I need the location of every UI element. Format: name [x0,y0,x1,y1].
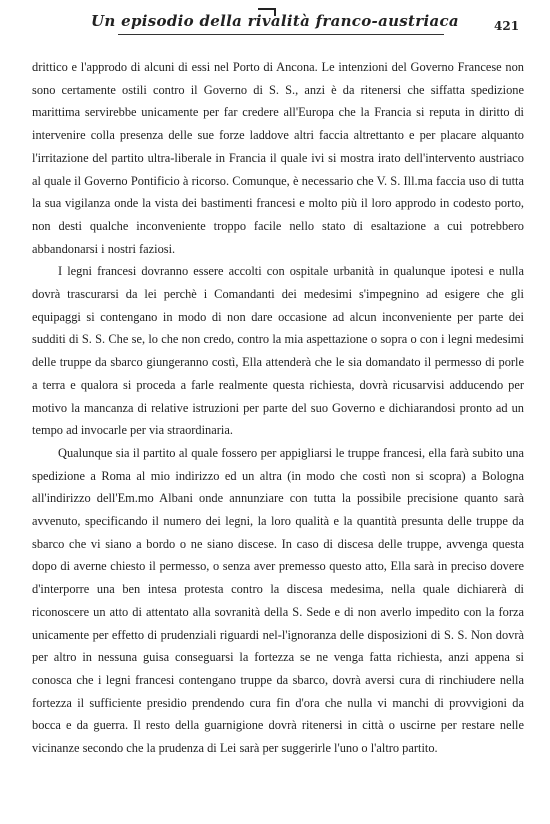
header-rule [118,34,444,35]
paragraph-1: drittico e l'approdo di alcuni di essi nel Porto di Ancona. Le intenzioni del Governo Francese non sono certamente ostili contro il Governo di S. S., anzi è da ritenersi che siffatta spedizione marittima servirebbe unicamente per far credere all'Europa che la Francia si reputa in diritto di intervenire colla presenza delle sue forze laddove altri faccia altrettanto e per placare alquanto l'irritazione del partito ultra-liberale in Francia il quale ivi si mostra irato dell'intervento austriaco al quale il Governo Pontificio à ricorso. Comunque, è necessario che V. S. Ill.ma faccia uso di tutta la sua vigilanza onde la vista dei bastimenti francesi e molto più il loro approdo in codesto porto, non desti qualche inconveniente troppo facile nello stato di esaltazione a cui potrebbero abbandonarsi i nostri faziosi. [32,60,524,256]
running-title: Un episodio della rivalità franco-austriaca [91,12,459,30]
paragraph-3: Qualunque sia il partito al quale fossero per appigliarsi le truppe francesi, ella farà subito una spedizione a Roma al mio indirizzo ed un altra (in modo che costì non si scopra) a Bologna all'indirizzo dell'Em.mo Albani onde annunziare con tutta la possibile precisione quanto sarà avvenuto, specificando il numero dei legni, la loro qualità e la quantità presunta delle truppe da sbarco che vi siano a bordo o ne siano discese. In caso di discesa delle truppe, avvenga questa dopo di averne chiesto il permesso, o senza aver premesso questo atto, Ella sarà in preciso dovere d'interporre una ben intesa protesta contro la discesa medesima, nella quale dichiarerà di riconoscere un atto di attentato alla sovranità della S. Sede e di non averlo impedito con la forza unicamente per effetto di prudenziali riguardi nel-l'ignoranza delle disposizioni di S. S. Non dovrà per altro in nessuna guisa conseguarsi la fortezza se ne venga fatta richiesta, anzi appena si conosca che i legni francesi contengano truppe da sbarco, dovrà aversi cura di rinchiudere nella fortezza il sufficiente presidio prendendo cura fin d'ora che nulla vi manchi di provvigioni da bocca e da guerra. Il resto della guarnigione dovrà ritenersi in città o uscirne per restare nelle vicinanze secondo che la prudenza di Lei sarà per suggerirle l'uno o l'altro partito. [32,445,524,756]
page-number: 421 [494,19,520,33]
body-text [32,56,524,760]
running-header [0,8,550,38]
paragraph-2: I legni francesi dovranno essere accolti con ospitale urbanità in qualunque ipotesi e nulla dovrà trascurarsi da lei perchè i Comandanti dei medesimi s'impegnino ad esigere che gli equipaggi si contengano in modo di non dare occasione ad alcun inconveniente per parte dei sudditi di S. S. Che se, lo che non credo, contro la mia aspettazione o sopra o con i legni medesimi delle truppe da sbarco giungeranno costì, Ella attenderà che le sia domandato il permesso di porle a terra e qualora si proceda a farle realmente questa richiesta, dovrà ricusarvisi adducendo per motivo la mancanza di relative istruzioni per parte del suo Governo e dichiarandosi pronto ad un tempo ad invocarle per via straordinaria. [32,264,524,438]
